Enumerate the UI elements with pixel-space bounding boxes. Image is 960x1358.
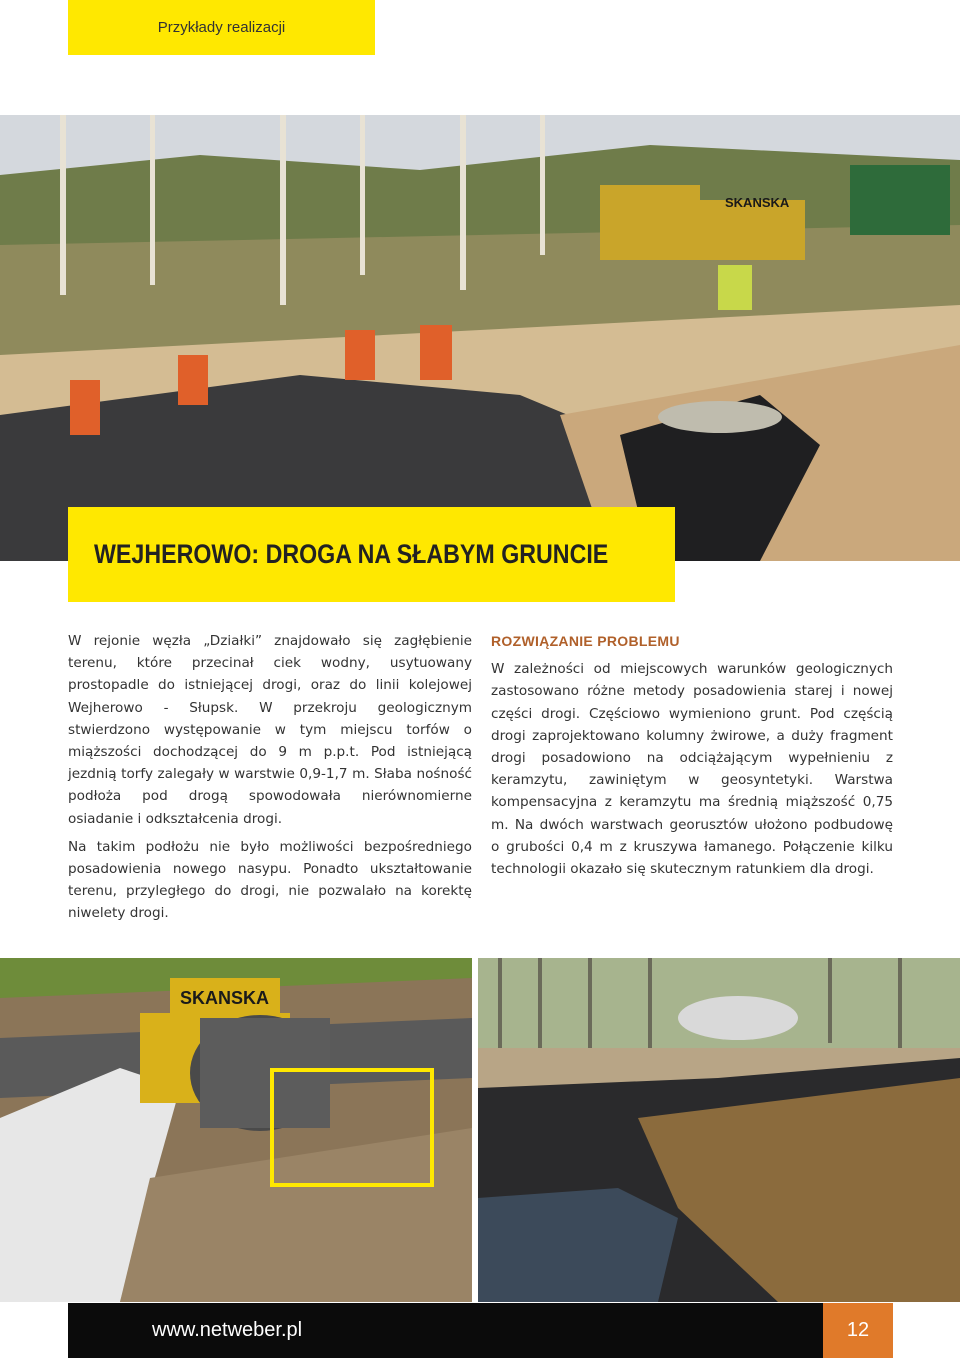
right-column xyxy=(491,630,893,880)
page-number: 12 xyxy=(823,1303,893,1358)
left-paragraph-2: Na takim podłożu nie było możliwości bezpośredniego posadowienia nowego nasypu. Ponadto ukształtowanie terenu, przyległego do drogi, nie pozwalało na korektę niwelety drogi. xyxy=(68,838,472,922)
section-tag-label: Przykłady realizacji xyxy=(157,19,286,36)
section-tag xyxy=(68,0,375,55)
right-paragraph-1: W zależności od miejscowych warunków geologicznych zastosowano różne metody posadowienia starej i nowej części drogi. Częściowo wymieniono grunt. Pod częścią drogi zaprojektowano kolumny żwirowe, a duży fragment drogi posadowiono na odciążającym wypełnieniu z keramzytu, zawiniętym w geosyntetyki. Warstwa kompensacyjna z keramzytu ma średnią miąższość 0,75 m. Na dwóch warstwach georusztów ułożono podbudowę o grubości 0,4 m z kruszywa łamanego. Połączenie kilku technologii okazało się skutecznym ratunkiem dla drogi. xyxy=(491,661,893,878)
hero-logo-text: SKANSKA xyxy=(725,195,790,210)
roller-logo-text: SKANSKA xyxy=(180,988,270,1008)
geotextile-illustration xyxy=(478,958,960,1302)
article-title: WEJHEROWO: DROGA NA SŁABYM GRUNCIE xyxy=(94,539,609,569)
page-footer xyxy=(68,1303,893,1358)
website-link[interactable]: www.netweber.pl xyxy=(152,1319,303,1341)
road-roller-illustration xyxy=(0,958,472,1302)
left-column xyxy=(68,630,472,925)
article-title-box xyxy=(68,507,675,602)
solution-heading: ROZWIĄZANIE PROBLEMU xyxy=(491,633,680,649)
photo-road-roller xyxy=(0,958,472,1302)
left-paragraph-1: W rejonie węzła „Działki” znajdowało się zagłębienie terenu, które przecinał ciek wodny, usytuowany prostopadle do istniejącej drogi, oraz do linii kolejowej Wejherowo - Słupsk. W przekroju geologicznym stwierdzono występowanie w tym miejscu torfów o miąższości dochodzącej do 9 m p.p.t. Pod istniejącą jezdnią torfy zalegały w warstwie 0,9-1,7 m. Słaba nośność podłoża pod drogą spowodowała nierównomierne osiadanie i odkształcenia drogi. xyxy=(68,633,472,827)
hero-photo-illustration xyxy=(0,115,960,561)
hero-photo-construction-site xyxy=(0,115,960,561)
photo-geotextile-gravel xyxy=(478,958,960,1302)
